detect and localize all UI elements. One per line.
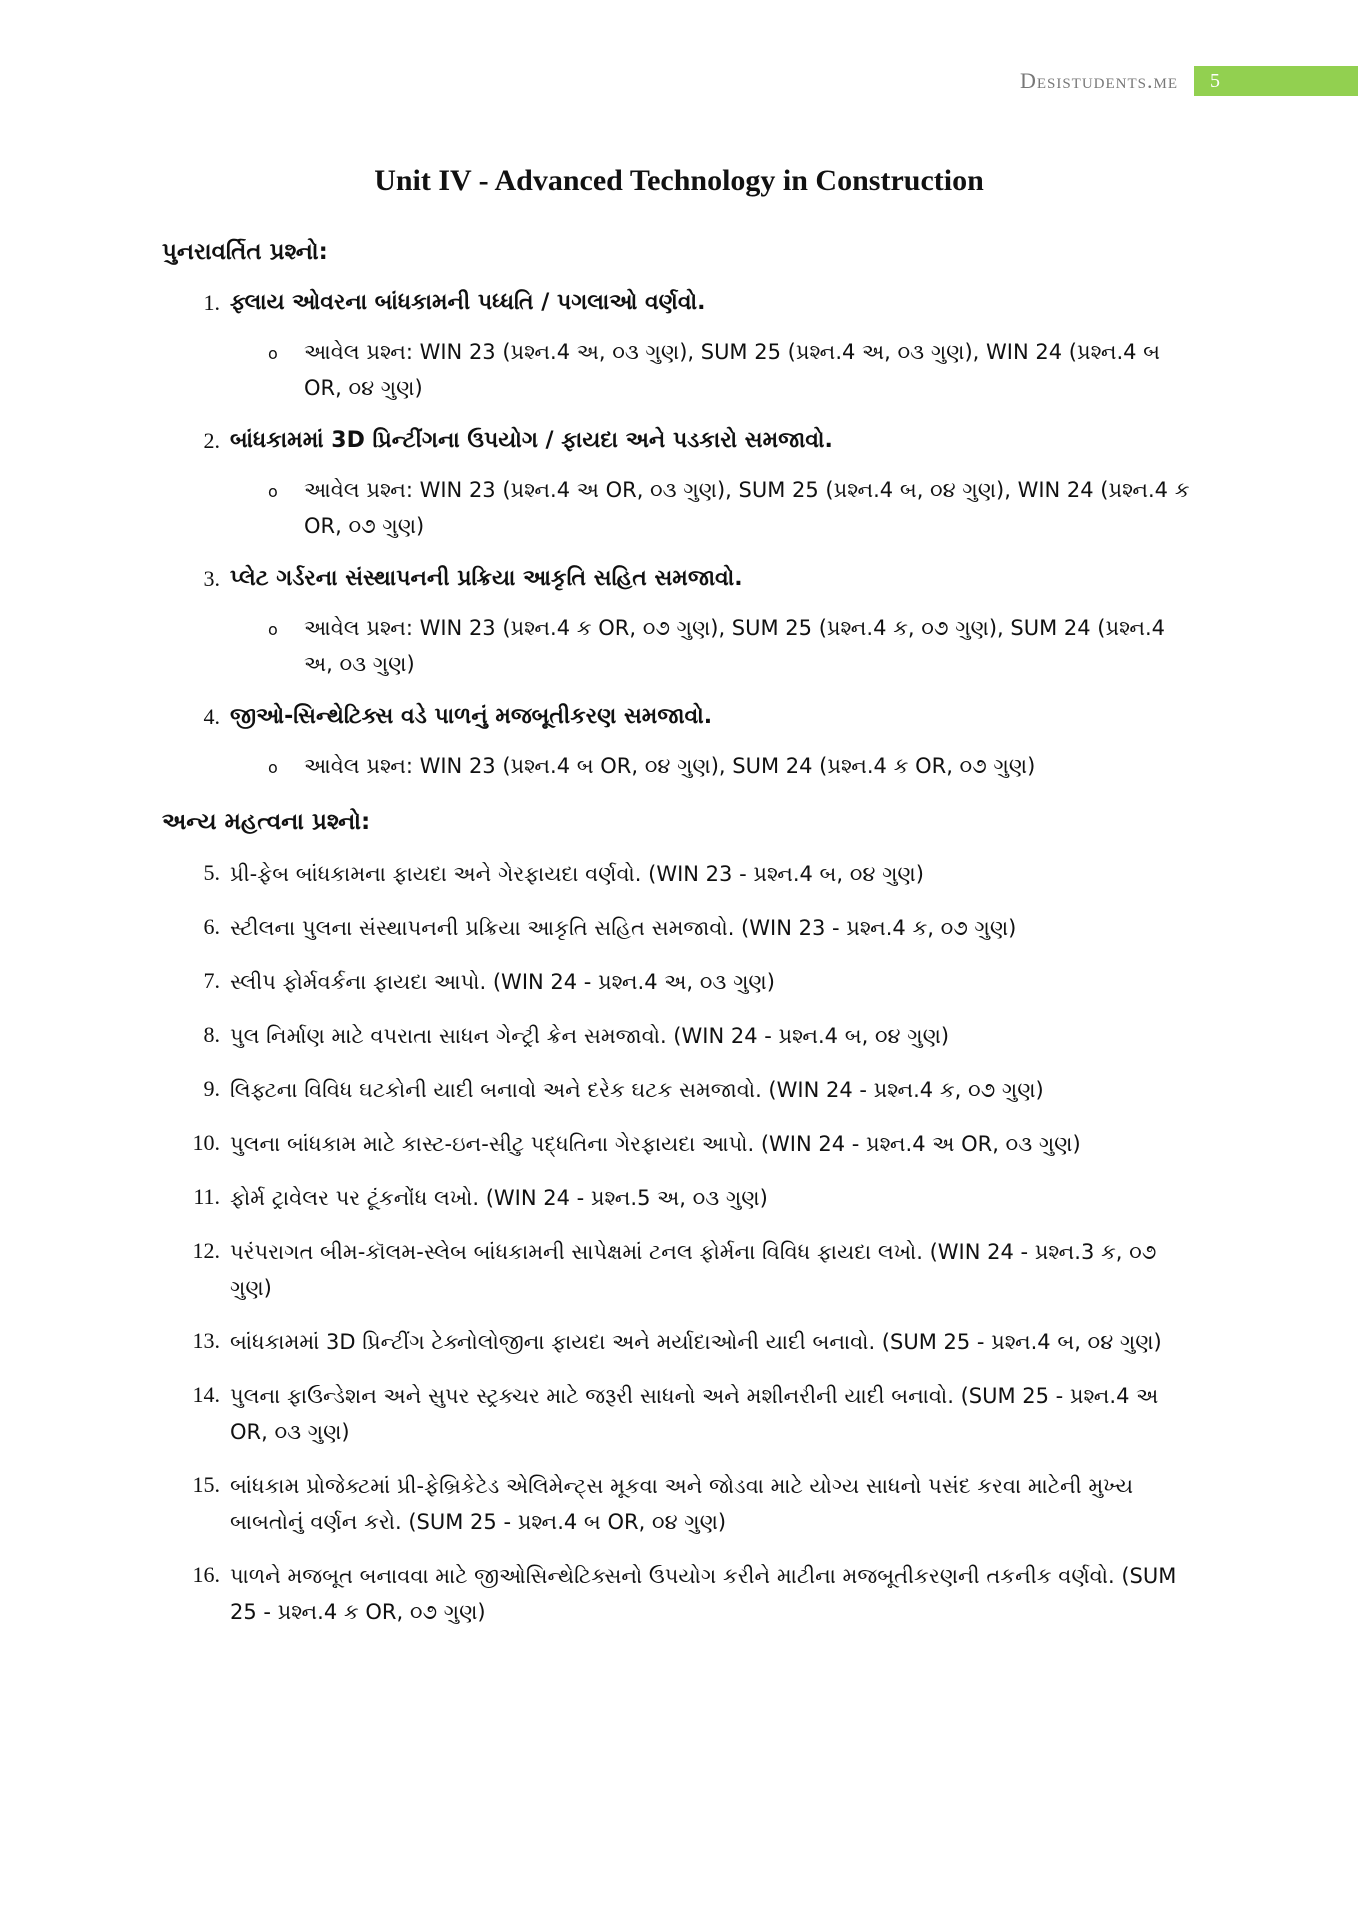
question-text: પરંપરાગત બીમ-કૉલમ-સ્લેબ બાંધકામની સાપેક્ષમાં ટનલ ફોર્મના વિવિધ ફાયદા લખો. (WIN 24 - પ્રશ્ન.3 ક, ૦૭ ગુણ) [230,1240,1157,1300]
question-number: 5. [203,860,220,885]
question-text: પ્લેટ ગર્ડરના સંસ્થાપનની પ્રક્રિયા આકૃતિ સહિત સમજાવો. [230,566,743,591]
asked-in [268,748,1192,788]
question-number: 15. [192,1472,220,1497]
question-number: 12. [192,1238,220,1263]
asked-in [268,472,1192,544]
page-number-badge: 5 [1194,66,1358,96]
asked-in [268,610,1192,682]
question-text: પુલ નિર્માણ માટે વપરાતા સાધન ગેન્ટ્રી ક્રેન સમજાવો. (WIN 24 - પ્રશ્ન.4 બ, ૦૪ ગુણ) [230,1024,950,1048]
list-item [162,1126,1192,1162]
other-questions-heading: અન્ય મહત્વના પ્રશ્નો: [162,809,371,835]
question-number: 4. [203,704,220,729]
page-title: Unit IV - Advanced Technology in Construction [374,164,984,197]
question-text: પ્રી-ફેબ બાંધકામના ફાયદા અને ગેરફાયદા વર્ણવો. (WIN 23 - પ્રશ્ન.4 બ, ૦૪ ગુણ) [230,862,924,886]
question-number: 8. [203,1022,220,1047]
question-number: 3. [203,566,220,591]
question-text: જીઓ-સિન્થેટિક્સ વડે પાળનું મજબૂતીકરણ સમજાવો. [230,704,713,729]
asked-in-text: આવેલ પ્રશ્ન: WIN 23 (પ્રશ્ન.4 અ, ૦૩ ગુણ), SUM 25 (પ્રશ્ન.4 અ, ૦૩ ગુણ), WIN 24 (પ્રશ્ન.4 બ OR, ૦૪ ગુણ) [304,340,1161,400]
question-text: બાંધકામમાં 3D પ્રિન્ટીંગ ટેક્નોલોજીના ફાયદા અને મર્યાદાઓની યાદી બનાવો. (SUM 25 - પ્રશ્ન.4 બ, ૦૪ ગુણ) [230,1330,1162,1354]
list-item [162,856,1192,892]
list-item [162,700,1192,788]
list-item [162,1324,1192,1360]
question-text: સ્ટીલના પુલના સંસ્થાપનની પ્રક્રિયા આકૃતિ સહિત સમજાવો. (WIN 23 - પ્રશ્ન.4 ક, ૦૭ ગુણ) [230,916,1017,940]
other-questions-list [162,856,1192,1630]
circle-bullet-icon: o [268,620,278,639]
asked-in-text: આવેલ પ્રશ્ન: WIN 23 (પ્રશ્ન.4 બ OR, ૦૪ ગુણ), SUM 24 (પ્રશ્ન.4 ક OR, ૦૭ ગુણ) [304,754,1036,778]
asked-in-text: આવેલ પ્રશ્ન: WIN 23 (પ્રશ્ન.4 અ OR, ૦૩ ગુણ), SUM 25 (પ્રશ્ન.4 બ, ૦૪ ગુણ), WIN 24 (પ્રશ્ન.4 ક OR, ૦૭ ગુણ) [304,478,1190,538]
circle-bullet-icon: o [268,482,278,501]
question-number: 2. [203,428,220,453]
question-text: ફોર્મ ટ્રાવેલર પર ટૂંકનોંધ લખો. (WIN 24 - પ્રશ્ન.5 અ, ૦૩ ગુણ) [230,1186,768,1210]
list-item [162,1558,1192,1630]
circle-bullet-icon: o [268,344,278,363]
question-text: પુલના બાંધકામ માટે કાસ્ટ-ઇન-સીટુ પદ્ધતિના ગેરફાયદા આપો. (WIN 24 - પ્રશ્ન.4 અ OR, ૦૩ ગુણ) [230,1132,1081,1156]
question-text: પાળને મજબૂત બનાવવા માટે જીઓસિન્થેટિક્સનો ઉપયોગ કરીને માટીના મજબૂતીકરણની તકનીક વર્ણવો. (SUM 25 - પ્રશ્ન.4 ક OR, ૦૭ ગુણ) [230,1564,1177,1624]
question-number: 16. [192,1562,220,1587]
question-text: ફ્લાય ઓવરના બાંધકામની પધ્ધતિ / પગલાઓ વર્ણવો. [230,290,706,315]
question-number: 11. [193,1184,220,1209]
question-number: 7. [203,968,220,993]
list-item [162,910,1192,946]
question-number: 1. [203,290,220,315]
question-text: સ્લીપ ફોર્મવર્કના ફાયદા આપો. (WIN 24 - પ્રશ્ન.4 અ, ૦૩ ગુણ) [230,970,775,994]
question-text: પુલના ફાઉન્ડેશન અને સુપર સ્ટ્રક્ચર માટે જરૂરી સાધનો અને મશીનરીની યાદી બનાવો. (SUM 25 - પ્રશ્ન.4 અ OR, ૦૩ ગુણ) [230,1384,1159,1444]
list-item [162,964,1192,1000]
list-item [162,424,1192,544]
list-item [162,286,1192,406]
asked-in [268,334,1192,406]
list-item [162,1072,1192,1108]
question-text: બાંધકામ પ્રોજેક્ટમાં પ્રી-ફેબ્રિકેટેડ એલિમેન્ટ્સ મૂકવા અને જોડવા માટે યોગ્ય સાધનો પસંદ કરવા માટેની મુખ્ય બાબતોનું વર્ણન કરો. (SUM 25 - પ્રશ્ન.4 બ OR, ૦૪ ગુણ) [230,1474,1134,1534]
question-number: 13. [192,1328,220,1353]
question-content [162,236,1192,1648]
list-item [162,1018,1192,1054]
page-header [1020,66,1358,96]
question-text: લિફ્ટના વિવિધ ઘટકોની યાદી બનાવો અને દરેક ઘટક સમજાવો. (WIN 24 - પ્રશ્ન.4 ક, ૦૭ ગુણ) [230,1078,1044,1102]
list-item [162,1378,1192,1450]
circle-bullet-icon: o [268,758,278,777]
repeated-questions-list [162,286,1192,788]
asked-in-text: આવેલ પ્રશ્ન: WIN 23 (પ્રશ્ન.4 ક OR, ૦૭ ગુણ), SUM 25 (પ્રશ્ન.4 ક, ૦૭ ગુણ), SUM 24 (પ્રશ્ન.4 અ, ૦૩ ગુણ) [304,616,1166,676]
question-number: 10. [192,1130,220,1155]
question-number: 9. [203,1076,220,1101]
list-item [162,1180,1192,1216]
question-number: 14. [192,1382,220,1407]
site-name: Desistudents.me [1019,68,1178,93]
repeated-questions-heading: પુનરાવર્તિત પ્રશ્નો: [162,239,328,265]
question-text: બાંધકામમાં 3D પ્રિન્ટીંગના ઉપયોગ / ફાયદા અને પડકારો સમજાવો. [230,428,833,453]
list-item [162,562,1192,682]
list-item [162,1468,1192,1540]
question-number: 6. [203,914,220,939]
list-item [162,1234,1192,1306]
